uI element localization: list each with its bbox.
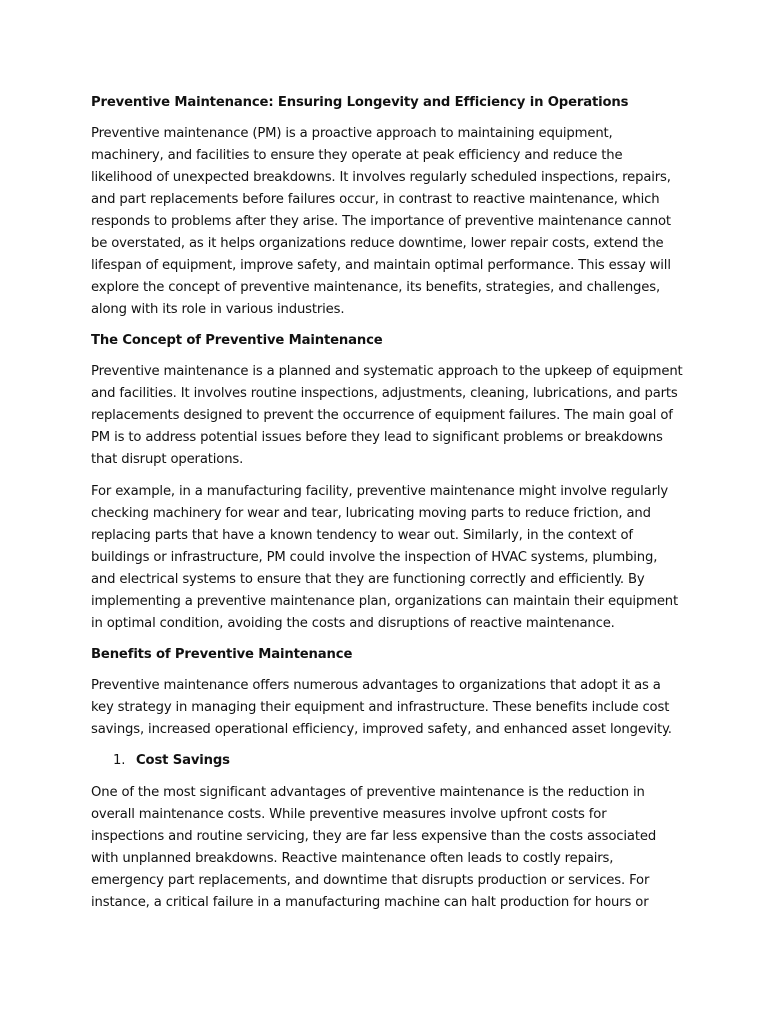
benefits-section-heading: Benefits of Preventive Maintenance	[91, 647, 353, 662]
list-item-cost-savings	[91, 751, 683, 771]
document-page	[91, 93, 683, 924]
document-title: Preventive Maintenance: Ensuring Longevity and Efficiency in Operations	[91, 95, 629, 110]
list-item-label: Cost Savings	[136, 753, 230, 768]
concept-paragraph-2: For example, in a manufacturing facility, preventive maintenance might involve regularly checking machinery for wear and tear, lubricating moving parts to reduce friction, and replacing parts that have a known tendency to wear out. Similarly, in the context of buildings or infrastructure, PM could involve the inspection of HVAC systems, plumbing, and electrical systems to ensure that they are functioning correctly and efficiently. By implementing a preventive maintenance plan, organizations can maintain their equipment in optimal condition, avoiding the costs and disruptions of reactive maintenance.	[91, 484, 679, 631]
intro-paragraph: Preventive maintenance (PM) is a proactive approach to maintaining equipment, machinery, and facilities to ensure they operate at peak efficiency and reduce the likelihood of unexpected breakdowns. It involves regularly scheduled inspections, repairs, and part replacements before failures occur, in contrast to reactive maintenance, which responds to problems after they arise. The importance of preventive maintenance cannot be overstated, as it helps organizations reduce downtime, lower repair costs, extend the lifespan of equipment, improve safety, and maintain optimal performance. This essay will explore the concept of preventive maintenance, its benefits, strategies, and challenges, along with its role in various industries.	[91, 126, 671, 317]
concept-section-heading: The Concept of Preventive Maintenance	[91, 333, 383, 348]
concept-paragraph-1: Preventive maintenance is a planned and systematic approach to the upkeep of equipment and facilities. It involves routine inspections, adjustments, cleaning, lubrications, and parts replacements designed to prevent the occurrence of equipment failures. The main goal of PM is to address potential issues before they lead to significant problems or breakdowns that disrupt operations.	[91, 364, 683, 467]
benefits-paragraph: Preventive maintenance offers numerous advantages to organizations that adopt it as a key strategy in managing their equipment and infrastructure. These benefits include cost savings, increased operational efficiency, improved safety, and enhanced asset longevity.	[91, 678, 672, 737]
cost-savings-paragraph: One of the most significant advantages of preventive maintenance is the reduction in overall maintenance costs. While preventive measures involve upfront costs for inspections and routine servicing, they are far less expensive than the costs associated with unplanned breakdowns. Reactive maintenance often leads to costly repairs, emergency part replacements, and downtime that disrupts production or services. For instance, a critical failure in a manufacturing machine can halt production for hours or	[91, 785, 657, 910]
list-item-number: 1.	[113, 753, 126, 768]
